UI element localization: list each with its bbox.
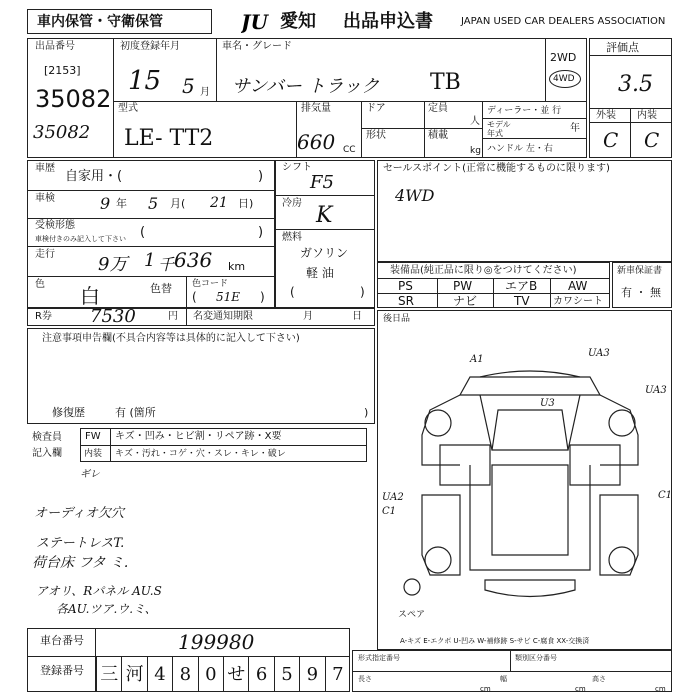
aircon-value: K (316, 203, 333, 228)
equipment-label: 装備品(純正品に限り◎をつけてください) (390, 265, 577, 276)
spare-label: スペア (398, 610, 426, 620)
mark-u3: U3 (540, 398, 555, 409)
wheel-rear-left (425, 547, 451, 573)
history-label: 車歴 (35, 163, 55, 174)
height-cm: cm (655, 685, 666, 693)
plate-char: 4 (147, 657, 172, 692)
note-line-1: オーディオ欠穴 (34, 506, 124, 521)
name-change-label: 名変通知期限 (193, 311, 253, 322)
repair-close: ) (364, 406, 369, 419)
plate-char: せ (223, 657, 248, 692)
color-label: 色 (35, 279, 45, 290)
plate-cells (96, 657, 350, 692)
mark-ua2: UA2 (382, 492, 404, 503)
drive-circled: 4WD (553, 74, 575, 84)
after-label: 後日品 (383, 314, 411, 324)
load-label: 積載 (428, 130, 448, 141)
first-reg-label: 初度登録年月 (120, 41, 180, 52)
org-name: 愛知 (280, 11, 316, 32)
equip-sr: SR (398, 294, 414, 308)
mark-a1: A1 (470, 354, 484, 365)
cab-roof (492, 410, 568, 450)
shaken-year-unit: 年 (116, 197, 127, 210)
plate-char: 三 (96, 657, 121, 692)
color-code-label: 色コード (192, 279, 229, 289)
sales-point-value: 4WD (395, 186, 435, 205)
inspector-row1-tag: FW (85, 431, 101, 442)
plate-char: 0 (198, 657, 223, 692)
receipt-close: ) (258, 225, 264, 240)
door-label: ドア (366, 103, 386, 114)
plate-char: 7 (325, 657, 350, 692)
inspector-row2: キズ・汚れ・コゲ・穴・スレ・キレ・破レ (115, 449, 286, 459)
wheel-rear-right (609, 547, 635, 573)
inspector-label: 検査員 (32, 432, 62, 443)
plate-label: 登録番号 (40, 664, 84, 677)
sales-point-label: セールスポイント(正常に機能するものに限ります) (383, 163, 610, 174)
shaken-label: 車検 (35, 193, 55, 204)
note-line-4: アオリ、Rパネル AU.S (36, 584, 162, 598)
length-cm: cm (480, 685, 491, 693)
height-label: 高さ (592, 675, 606, 683)
exterior-value: C (603, 128, 619, 152)
handle-label: ハンドル 左・右 (487, 144, 553, 154)
plate-char: 5 (274, 657, 299, 692)
car-grade: TB (430, 70, 461, 95)
disp-value: 660 (297, 130, 336, 154)
fuel-label: 燃料 (282, 232, 302, 243)
inspector-entry-label: 記入欄 (32, 448, 62, 459)
carname-label: 車名・グレード (222, 41, 292, 52)
color-close: ) (260, 290, 265, 304)
mark-c1-left: C1 (382, 506, 397, 517)
fuel-close: ) (360, 285, 365, 299)
recycle-label: R券 (35, 311, 52, 322)
plate-char: 6 (248, 657, 273, 692)
history-close: ) (258, 169, 264, 184)
history-value: 自家用・( (65, 169, 123, 184)
lot-label: 出品番号 (35, 41, 75, 52)
plate-char: 9 (299, 657, 324, 692)
mark-c1-right: C1 (658, 490, 673, 501)
name-change-day: 日 (352, 311, 362, 322)
reg-month-unit: 月 (200, 87, 210, 98)
capacity-label: 定員 (428, 103, 448, 114)
model-year-label: モデル 年式 (487, 120, 511, 138)
width-cm: cm (575, 685, 586, 693)
svg-text:JU: JU (241, 11, 268, 33)
type-value: LE- TT2 (124, 126, 214, 151)
equip-pw: PW (453, 279, 473, 293)
dealer-label: ディーラー・並 行 (487, 106, 562, 116)
ju-logo (241, 11, 281, 33)
receipt-label: 受検形態 (35, 220, 75, 231)
shape-label: 形状 (366, 130, 386, 141)
shift-value: F5 (310, 172, 334, 193)
ju-logo-icon (241, 11, 281, 33)
exterior-label: 外装 (596, 110, 616, 121)
note-line-3: 荷台床 フタ ミ. (32, 555, 129, 571)
car-name: サンバー トラック (232, 76, 380, 97)
reg-month: 5 (182, 74, 195, 98)
receipt-sub: 車検付きのみ記入して下さい (35, 235, 126, 243)
note-line-2: ステートレスT. (36, 536, 125, 551)
mileage-man: 9万 (98, 254, 128, 275)
shaken-month-unit: 月( (170, 197, 186, 210)
color-open: ( (192, 290, 197, 304)
interior-label: 内装 (637, 110, 657, 121)
mark-ua3-right: UA3 (645, 385, 667, 396)
receipt-open: ( (140, 225, 146, 240)
warranty-label: 新車保証書 (617, 266, 663, 276)
color-code: 51E (216, 290, 241, 304)
assoc-name: JAPAN USED CAR DEALERS ASSOCIATION (461, 16, 666, 27)
model-year-unit: 年 (570, 123, 580, 134)
rating-score: 3.5 (618, 72, 653, 97)
lot-handwritten: 35082 (33, 122, 91, 143)
inspector-row1: キズ・凹み・ヒビ割・リペア跡・X要 (115, 431, 282, 442)
mileage-rest: 636 (174, 248, 213, 272)
chassis-label: 車台番号 (40, 634, 84, 647)
load-unit: kg (470, 146, 481, 156)
rating-label: 評価点 (606, 41, 639, 54)
shaken-month: 5 (148, 194, 159, 213)
fuel-diesel: 軽 油 (306, 266, 334, 280)
interior-value: C (644, 128, 660, 152)
type-label: 型式 (118, 103, 138, 114)
shift-label: シフト (282, 162, 312, 173)
sales-point-block (377, 160, 672, 262)
mileage-unit: km (228, 260, 246, 273)
mileage-sen-unit: 千 (158, 255, 175, 274)
storage-label: 車内保管・守衛保管 (37, 14, 163, 30)
width-label: 幅 (500, 675, 507, 683)
aircon-label: 冷房 (282, 198, 302, 209)
mark-ua3-top: UA3 (588, 348, 610, 359)
plate-char: 8 (172, 657, 197, 692)
capacity-unit: 人 (470, 116, 480, 127)
disp-unit: CC (343, 145, 356, 155)
equip-airbag: エアB (505, 279, 538, 293)
reg-year: 15 (128, 66, 162, 96)
doc-title: 出品申込書 (343, 11, 433, 32)
damage-legend: A-キズ E-エクボ U-凹み W-補修跡 S-サビ C-腐食 XX-交換済 (400, 637, 590, 645)
repair-label: 修復歴 (52, 406, 85, 419)
equip-leather: カワシート (553, 296, 603, 307)
notes-label: 注意事項申告欄(不具合内容等は具体的に記入して下さい) (42, 333, 300, 344)
inspector-mark: ギレ (80, 469, 100, 480)
truck-bed (492, 465, 568, 555)
equip-ps: PS (398, 279, 413, 293)
length-label: 長さ (358, 675, 372, 683)
color-change-label: 色替 (150, 282, 172, 295)
name-change-month: 月 (303, 311, 313, 322)
inspector-row2-tag: 内装 (84, 449, 103, 459)
car-diagram (400, 355, 660, 610)
wheel-front-right (609, 410, 635, 436)
shaken-day: 21 (210, 195, 228, 211)
shaken-day-unit: 日) (238, 197, 254, 210)
recycle-value: 7530 (90, 306, 136, 327)
disp-label: 排気量 (301, 103, 331, 114)
class-label: 類別区分番号 (515, 654, 557, 662)
equip-tv: TV (514, 294, 530, 308)
fuel-gas: ガソリン (300, 246, 349, 260)
repair-value: 有 (箇所 (115, 406, 156, 419)
wheel-front-left (425, 410, 451, 436)
spare-tire-icon (404, 579, 420, 595)
lot-small: [2153] (44, 64, 81, 77)
recycle-unit: 円 (168, 311, 178, 322)
drive-label: 2WD (550, 51, 577, 64)
fuel-open: ( (290, 285, 295, 299)
lot-number: 35082 (35, 85, 112, 113)
equip-navi: ナビ (453, 294, 478, 308)
mileage-label: 走行 (35, 249, 55, 260)
color-value: 白 (80, 284, 100, 308)
warranty-value: 有 ・ 無 (621, 286, 661, 299)
plate-char: 河 (121, 657, 146, 692)
note-line-5: 各AU.ツア.ウ.ミ、 (56, 602, 157, 616)
chassis-value: 199980 (178, 630, 255, 654)
type-spec-label: 形式指定番号 (358, 654, 400, 662)
mileage-sen: 1 (144, 250, 156, 271)
hood-shape (460, 377, 600, 395)
equip-aw: AW (568, 279, 588, 293)
shaken-year: 9 (100, 194, 111, 213)
